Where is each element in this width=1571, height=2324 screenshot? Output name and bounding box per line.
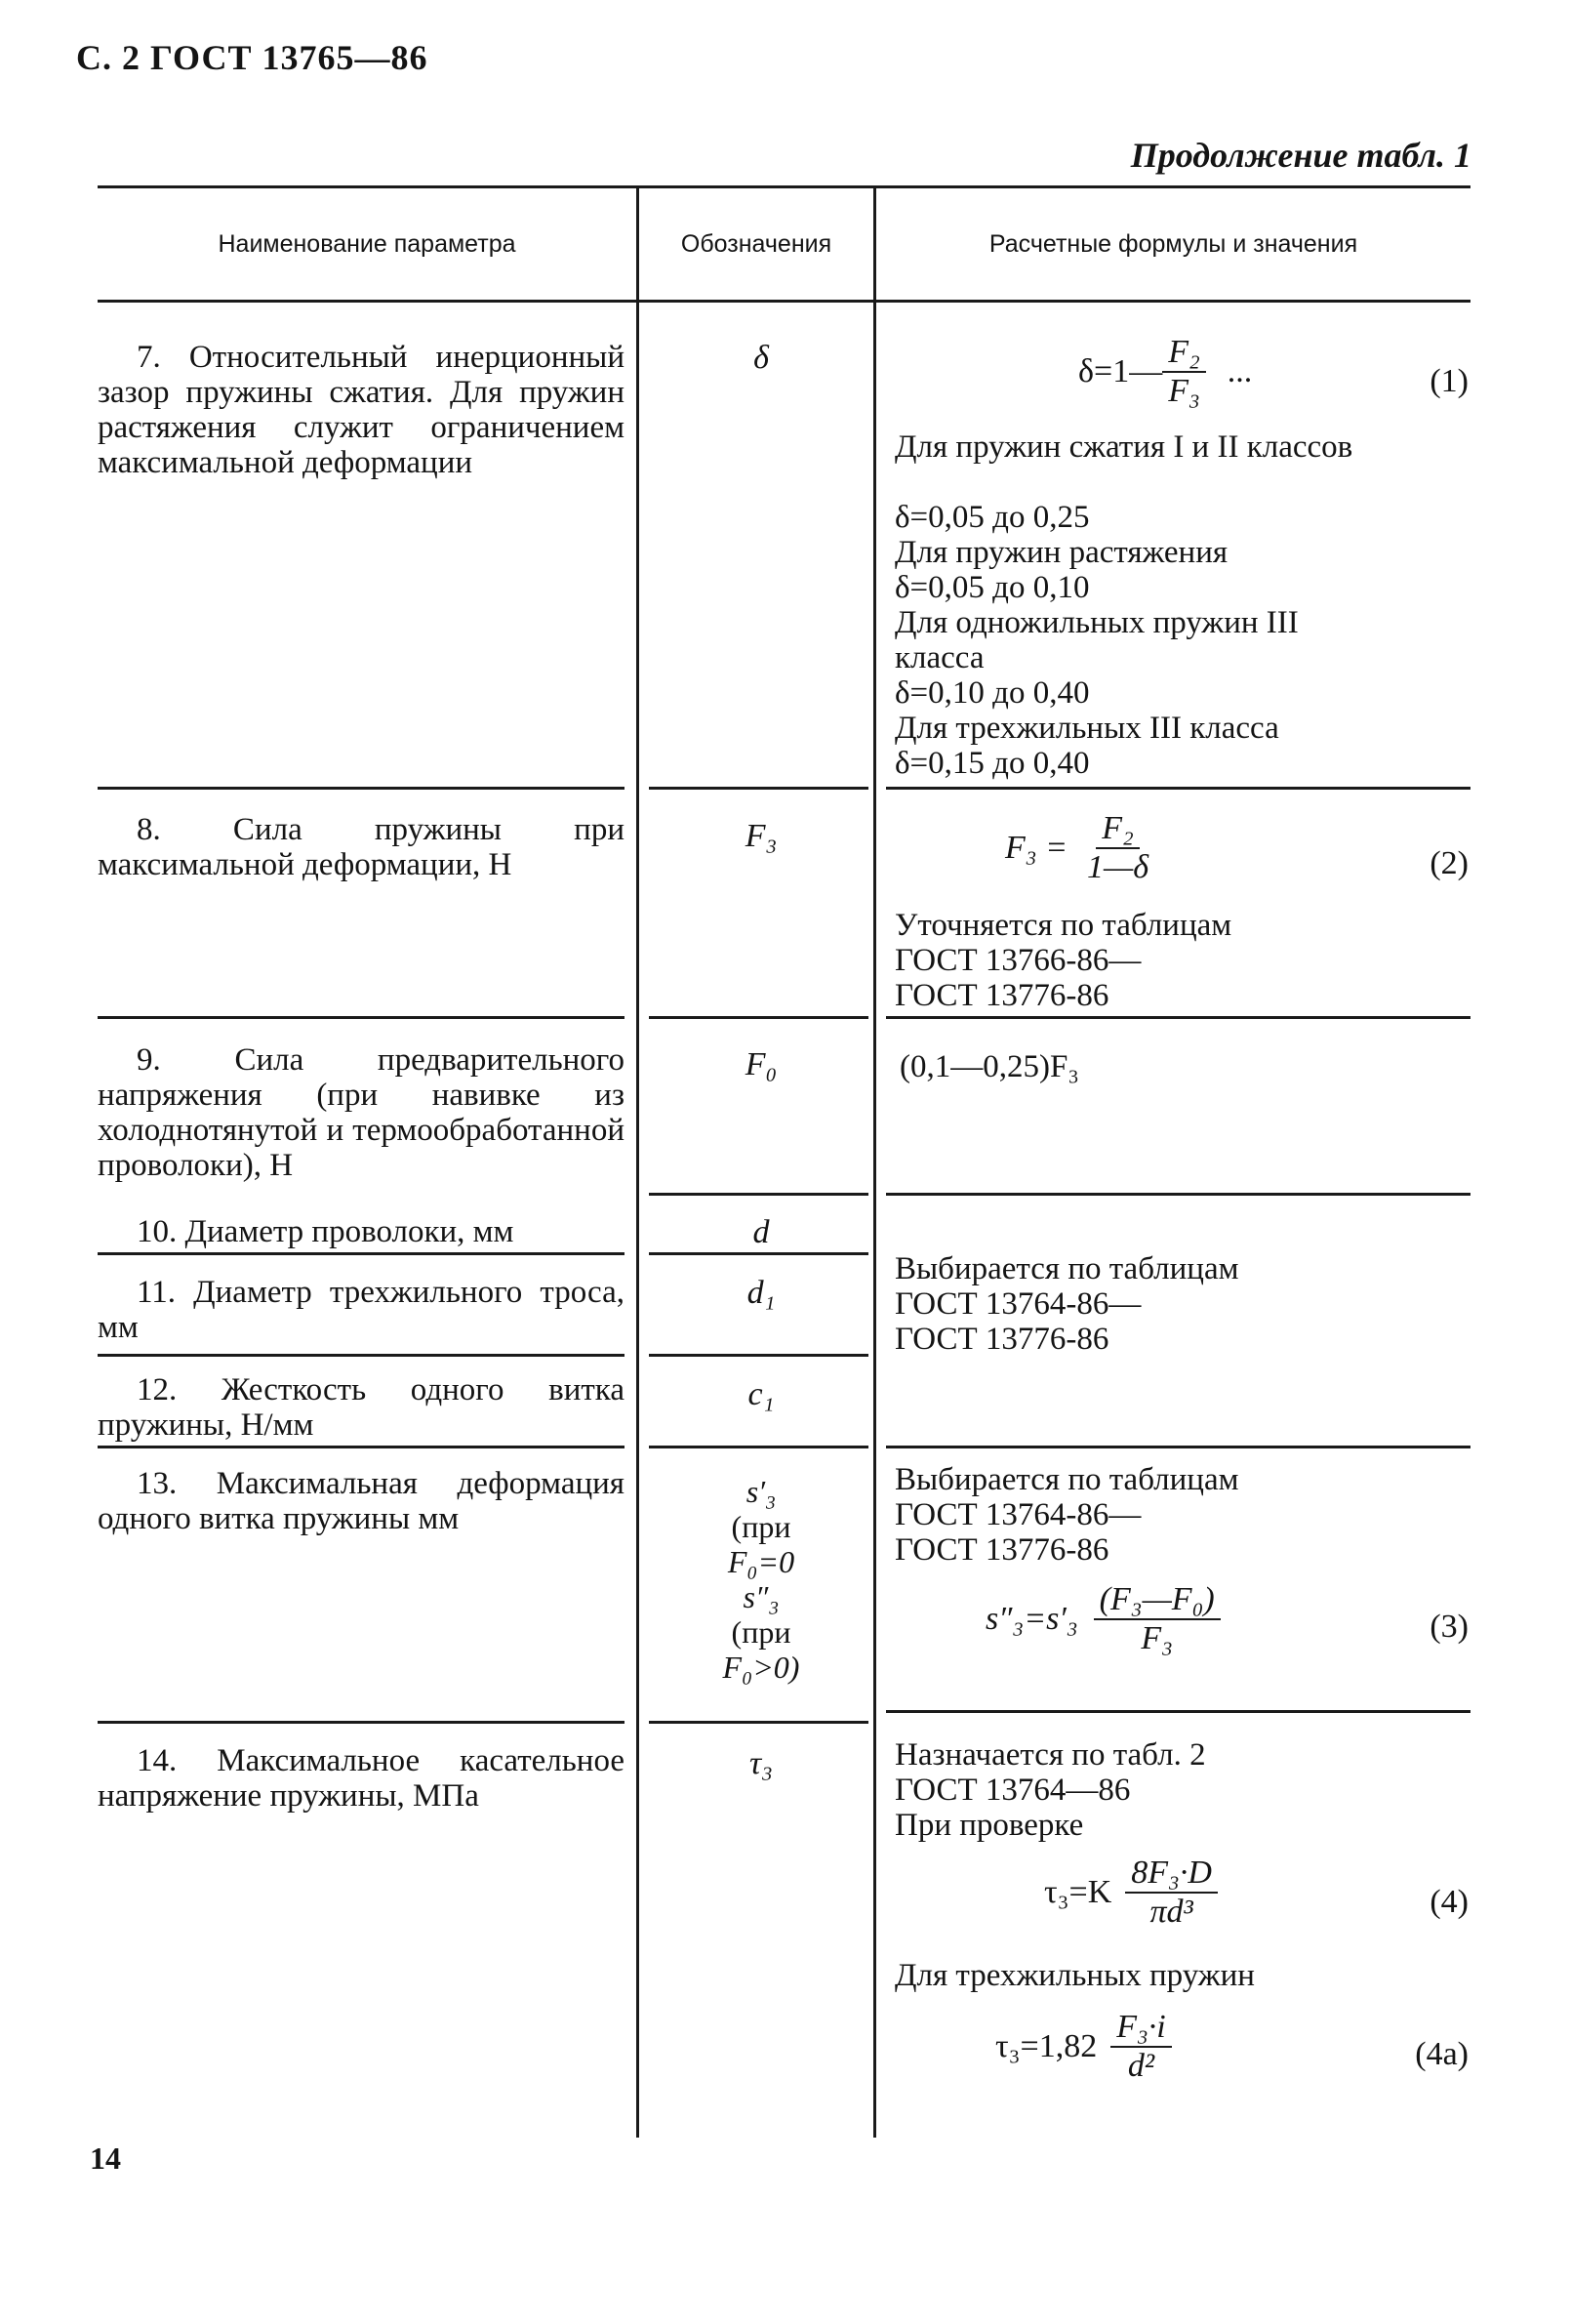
row-7-note-7: Для трехжильных III класса (895, 711, 1279, 746)
column-header-param: Наименование параметра (218, 230, 516, 258)
row-11-note-2: ГОСТ 13764-86— (895, 1286, 1142, 1322)
formula-4a-number: (4а) (1415, 2036, 1469, 2072)
row-7-param: 7. Относительный инерционный зазор пружины сжатия. Для пружин растяжения служит ограничением максимальной деформации (98, 340, 624, 480)
row-10-param: 10. Диаметр проволоки, мм (137, 1214, 514, 1249)
column-header-formula: Расчетные формулы и значения (988, 230, 1358, 258)
row-7-note-4: δ=0,05 до 0,10 (895, 570, 1090, 605)
row-rule (98, 1016, 624, 1019)
row-7-note-8: δ=0,15 до 0,40 (895, 746, 1090, 781)
row-rule (649, 1721, 868, 1724)
row-14-symbol: τ₃ (749, 1745, 773, 1781)
row-rule (649, 1446, 868, 1448)
row-rule (886, 787, 1470, 790)
row-rule (98, 787, 624, 790)
column-header-symbol: Обозначения (680, 230, 832, 258)
row-14-param: 14. Максимальное касательное напряжение пружины, МПа (98, 1743, 624, 1814)
row-7-note-2: δ=0,05 до 0,25 (895, 500, 1090, 535)
formula-1-number: (1) (1430, 363, 1469, 399)
row-11-note-1: Выбирается по таблицам (895, 1251, 1239, 1286)
row-7-symbol: δ (753, 340, 769, 376)
column-divider-2 (873, 187, 876, 2138)
row-rule (886, 1016, 1470, 1019)
column-divider-1 (636, 187, 639, 2138)
row-13-symbol-line: s″₃ (743, 1579, 780, 1614)
row-14-note-3: При проверке (895, 1808, 1084, 1843)
row-8-note-1: Уточняется по таблицам (895, 908, 1232, 943)
row-14-note-1: Назначается по табл. 2 (895, 1737, 1206, 1773)
row-11-symbol: d₁ (746, 1275, 776, 1311)
formula-4a: τ₃=1,82 $\frac{\text{F₃·i}}{\text{d²}}$ (995, 2009, 1172, 2085)
row-8-note-2: ГОСТ 13766-86— (895, 943, 1142, 978)
formula-2: F₃ = $\frac{\text{F₂}}{1—\delta}$ (1005, 810, 1149, 885)
row-rule (649, 1252, 868, 1255)
continuation-label: Продолжение табл. 1 (1130, 136, 1471, 175)
formula-4: τ₃=K $\frac{\text{8F₃·D}}{\text{πd³}}$ (1044, 1855, 1218, 1931)
row-rule (886, 1710, 1470, 1713)
row-rule (649, 1016, 868, 1019)
row-rule (98, 1252, 624, 1255)
row-rule (886, 1446, 1470, 1448)
row-9-note-1: (0,1—0,25)F₃ (900, 1049, 1079, 1084)
formula-3-number: (3) (1430, 1609, 1469, 1645)
page-number: 14 (90, 2141, 121, 2176)
row-14-note-4: Для трехжильных пружин (895, 1958, 1255, 1993)
row-8-symbol: F₃ (745, 818, 778, 854)
row-7-note-3: Для пружин растяжения (895, 535, 1229, 570)
row-rule (649, 1354, 868, 1357)
page-header: С. 2 ГОСТ 13765—86 (76, 38, 428, 77)
formula-2-number: (2) (1430, 845, 1469, 881)
row-13-note-2: ГОСТ 13764-86— (895, 1497, 1142, 1532)
formula-4-number: (4) (1430, 1884, 1469, 1920)
row-9-param: 9. Сила предварительного напряжения (при навивке из холоднотянутой и термообработанной проволоки), Н (98, 1042, 624, 1183)
row-rule (886, 1193, 1470, 1196)
row-13-symbol-line: F₀>0) (722, 1650, 800, 1685)
row-rule (98, 1354, 624, 1357)
row-12-symbol: c₁ (747, 1376, 775, 1412)
row-rule (649, 1193, 868, 1196)
row-13-symbols (644, 1474, 878, 1685)
row-8-note-3: ГОСТ 13776-86 (895, 978, 1109, 1013)
row-13-symbol-line: (при (731, 1509, 791, 1544)
row-rule (98, 1446, 624, 1448)
row-rule (649, 787, 868, 790)
row-9-symbol: F₀ (745, 1046, 778, 1082)
row-11-note-3: ГОСТ 13776-86 (895, 1322, 1109, 1357)
row-13-note-3: ГОСТ 13776-86 (895, 1532, 1109, 1568)
formula-3: s″₃=s′₃ $\frac{\text{(F₃—F₀)}}{\text{F₃}}$ (986, 1581, 1221, 1657)
row-13-note-1: Выбирается по таблицам (895, 1462, 1239, 1497)
row-11-param: 11. Диаметр трехжильного троса, мм (98, 1275, 624, 1345)
row-rule (98, 1721, 624, 1724)
row-14-note-2: ГОСТ 13764—86 (895, 1773, 1131, 1808)
table-top-rule (98, 185, 1470, 188)
table-header-rule (98, 300, 1470, 303)
row-13-symbol-line: F₀=0 (727, 1544, 795, 1579)
row-8-param: 8. Сила пружины при максимальной деформации, Н (98, 812, 624, 882)
row-7-note-1: Для пружин сжатия I и II классов (895, 429, 1353, 465)
row-12-param: 12. Жесткость одного витка пружины, Н/мм (98, 1372, 624, 1443)
row-10-symbol: d (752, 1214, 770, 1250)
formula-1: δ=1— $\frac{\text{F₂}}{\text{F₃}}$ ... (1078, 334, 1253, 409)
row-13-symbol-line: s′₃ (745, 1474, 777, 1509)
row-13-param: 13. Максимальная деформация одного витка пружины мм (98, 1466, 624, 1536)
row-7-note-6: δ=0,10 до 0,40 (895, 675, 1090, 711)
row-13-symbol-line: (при (731, 1614, 791, 1650)
row-7-note-5: Для одножильных пружин III класса (895, 605, 1299, 675)
